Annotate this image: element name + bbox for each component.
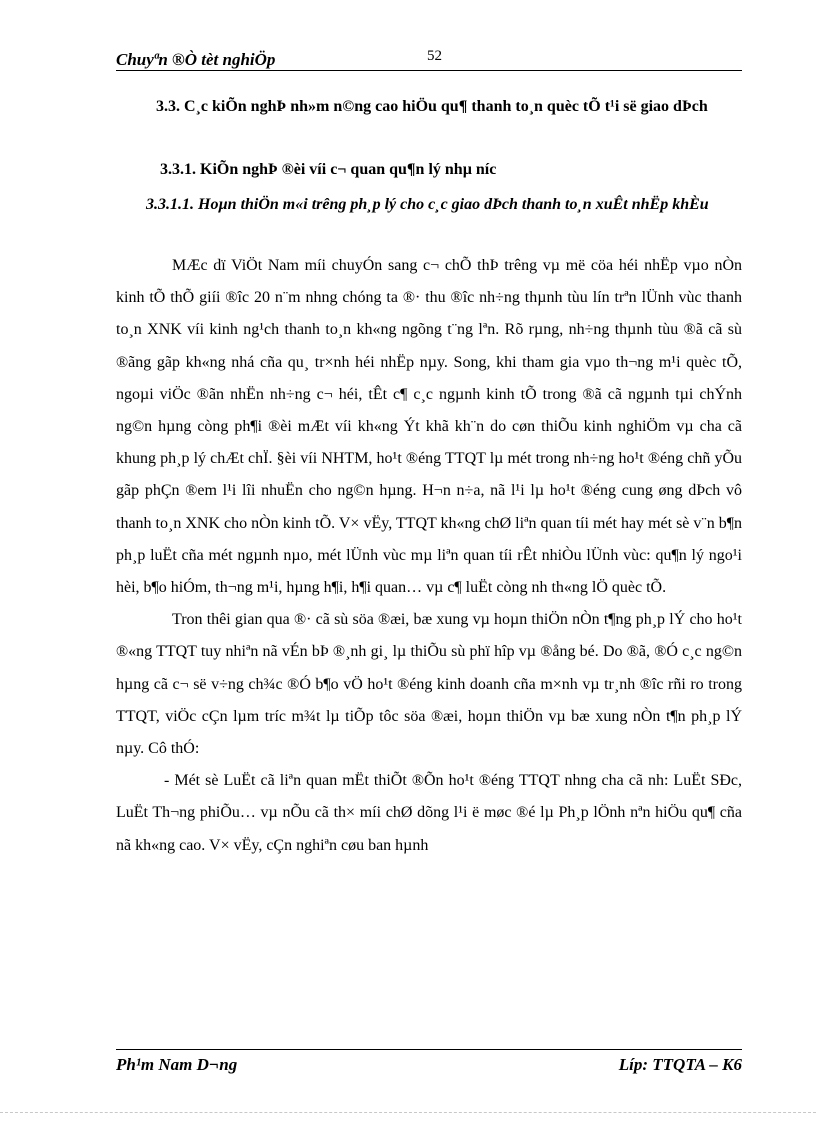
footer-author: Ph¹m Nam D¬ng <box>116 1055 238 1074</box>
subsubsection-heading-3-3-1-1: 3.3.1.1. Hoµn thiÖn m«i trêng ph¸p lý cho c¸c giao dÞch thanh to¸n xuÊt nhËp khÈu <box>146 196 709 213</box>
footer-divider <box>116 1049 742 1050</box>
paragraph-3-bullet: - Mét sè LuËt cã liªn quan mËt thiÕt ®Õn ho¹t ®éng TTQT nhng cha cã nh: LuËt SÐc, LuËt Th¬ng phiÕu… vµ nÕu cã th× míi chØ dõng l¹i ë møc ®é lµ Ph¸p lÖnh nªn hiÖu qu¶ cña nã kh«ng cao. V× vËy, cÇn nghiªn cøu ban hµnh <box>116 772 742 854</box>
header-title: Chuyªn ®Ò tèt nghiÖp <box>116 50 276 69</box>
footer-class: Líp: TTQTA – K6 <box>618 1055 742 1074</box>
page-edge-divider <box>0 1112 816 1113</box>
page-footer <box>116 1053 742 1077</box>
page-header <box>116 48 742 70</box>
section-heading-3-3: 3.3. C¸c kiÕn nghÞ nh»m n©ng cao hiÖu qu¶ thanh to¸n quèc tÕ t¹i së giao dÞch <box>156 98 708 115</box>
paragraph-2: Tron thêi gian qua ®· cã sù söa ®æi, bæ xung vµ hoµn thiÖn nÒn t¶ng ph¸p lÝ cho ho¹t ®«ng TTQT tuy nhiªn nã vÉn bÞ ®¸nh gi¸ lµ thiÕu sù phï hîp vµ ®ång bé. Do ®ã, ®Ó c¸c ng©n hµng cã c¬ së v÷ng ch¾c ®Ó b¶o vÖ ho¹t ®éng kinh doanh cña m×nh vµ tr¸nh ®îc rñi ro trong TTQT, viÖc cÇn lµm tríc m¾t lµ tiÕp tôc söa ®æi, hoµn thiÖn vµ bæ xung nÒn t¶n ph¸p lÝ nµy. Cô thÓ: <box>116 611 742 758</box>
header-divider <box>116 70 742 71</box>
paragraph-1: MÆc dï ViÖt Nam míi chuyÓn sang c¬ chÕ thÞ trêng vµ më cöa héi nhËp vµo nÒn kinh tÕ thÕ giíi ®îc 20 n¨m nhng chóng ta ®· thu ®îc nh÷ng thµnh tùu lín trªn lÜnh vùc thanh to¸n XNK víi kinh ng¹ch thanh to¸n kh«ng ngõng t¨ng lªn. Rõ rµng, nh÷ng thµnh tùu ®ã cã sù ®ãng gãp kh«ng nhá cña qu¸ tr×nh héi nhËp nµy. Song, khi tham gia vµo th¬ng m¹i quèc tÕ, ngoµi viÖc ®ãn nhËn nh÷ng c¬ héi, tÊt c¶ c¸c ngµnh kinh tÕ trong ®ã cã ngµnh tµi chÝnh ng©n hµng còng ph¶i ®èi mÆt víi kh«ng Ýt khã kh¨n do cøn thiÕu kinh nghiÖm vµ cha cã khung ph¸p lý chÆt chÏ. §èi víi NHTM, ho¹t ®éng TTQT lµ mét trong nh÷ng ho¹t ®éng chñ yÕu gãp phÇn ®em l¹i lîi nhuËn cho ng©n hµng. H¬n n÷a, nã l¹i lµ ho¹t ®éng cung øng dÞch vô thanh to¸n XNK cho nÒn kinh tÕ. V× vËy, TTQT kh«ng chØ liªn quan tíi mét hay mét sè v¨n b¶n ph¸p luËt cña mét ngµnh nµo, mét lÜnh vùc mµ liªn quan tíi rÊt nhiÒu lÜnh vùc: qu¶n lý ngo¹i hèi, b¶o hiÓm, th¬ng m¹i, hµng h¶i, h¶i quan… vµ c¶ luËt còng nh th«ng lÖ quèc tÕ. <box>116 257 742 597</box>
body-text <box>116 250 742 862</box>
page-number: 52 <box>427 48 442 64</box>
subsection-heading-3-3-1: 3.3.1. KiÕn nghÞ ®èi víi c¬ quan qu¶n lý nhµ níc <box>160 161 497 178</box>
